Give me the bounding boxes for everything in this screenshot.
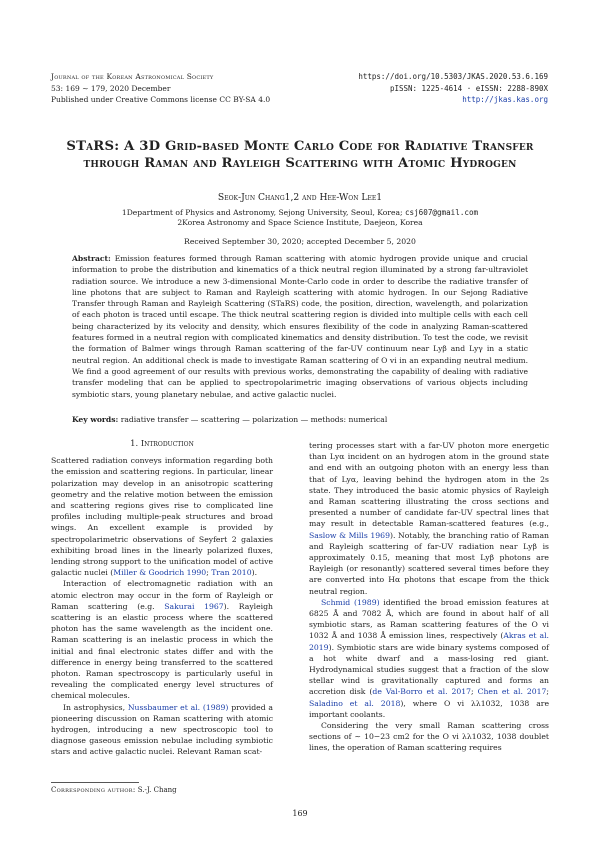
left-column	[51, 438, 273, 758]
issn-line: pISSN: 1225-4614 · eISSN: 2288-890X	[389, 83, 548, 93]
received-dates: Received September 30, 2020; accepted December 5, 2020	[184, 237, 416, 246]
citation-link[interactable]: Sakurai 1967	[164, 601, 224, 611]
journal-url-link[interactable]: http://jkas.kas.org	[462, 95, 548, 104]
author-list: Seok-Jun Chang1,2 and Hee-Won Lee1	[217, 192, 383, 203]
journal-name: Journal of the Korean Astronomical Society	[51, 72, 214, 81]
paragraph: Interaction of electromagnetic radiation with an atomic electron may occur in the form of Rayleigh or Raman scattering (e.g. Sakurai 1967). Rayleigh scattering is an elastic process where the scattered photon has the same wavelength as the incident one. Raman scattering is an inelastic process in which the initial and final electronic states differ and with the difference in energy being transferred to the scattered photon. Raman spectroscopy is particularly useful in revealing the complicated energy level structures of chemical molecules.	[51, 579, 273, 701]
corresponding-author-note	[51, 786, 177, 794]
email-link[interactable]: csj607@gmail.com	[404, 208, 479, 217]
citation-link[interactable]: de Val-Borro et al. 2017	[372, 687, 472, 697]
citation-link[interactable]: Nussbaumer et al. (1989)	[127, 702, 229, 712]
citation-link[interactable]: Akras et al. 2019	[309, 631, 549, 652]
volume-line: 53: 169 ∼ 179, 2020 December	[51, 83, 171, 93]
citation-link[interactable]: Schmid (1989)	[321, 597, 380, 607]
abstract-label: Abstract:	[72, 254, 111, 263]
keywords	[72, 415, 528, 424]
footnote-rule	[51, 782, 139, 783]
doi-header	[358, 71, 548, 106]
license-line: Published under Creative Commons license CC BY-SA 4.0	[51, 95, 271, 104]
section-title: 1. Introduction	[130, 438, 194, 448]
paragraph: Scattered radiation conveys information regarding both the emission and scattering regions. In particular, linear polarization may develop in an anisotropic scattering geometry and the relative motion between the emission and scattering regions gives rise to complicated line profiles including multiple-peak structures and broad wings. An excellent example is provided by spectropolarimetric observations of Seyfert 2 galaxies exhibiting broad lines in the linearly polarized fluxes, lending strong support to the unification model of active galactic nuclei (Miller & Goodrich 1990; Tran 2010).	[51, 456, 273, 578]
affiliation-1: 1Department of Physics and Astronomy, Sejong University, Seoul, Korea;	[121, 208, 403, 217]
affiliations	[40, 208, 560, 228]
citation-link[interactable]: Tran 2010	[211, 568, 252, 578]
keywords-text: radiative transfer — scattering — polarization — methods: numerical	[120, 415, 388, 424]
paragraph: In astrophysics, Nussbaumer et al. (1989) provided a pioneering discussion on Raman scattering with atomic hydrogen, introducing a new spectroscopic tool to diagnose gaseous emission nebulae including symbiotic stars and active galactic nuclei. Relevant Raman scat-	[51, 702, 274, 757]
affiliation-2: 2Korea Astronomy and Space Science Institute, Daejeon, Korea	[177, 218, 423, 227]
abstract-text: Emission features formed through Raman scattering with atomic hydrogen provide unique and crucial information to probe the distribution and kinematics of a thick neutral region illuminated by a strong far-ultraviolet radiation source. We introduce a new 3-dimensional Monte-Carlo code in order to describe the radiative transfer of line photons that are subject to Raman and Rayleigh scattering with atomic hydrogen. In our Sejong Radiative Transfer through Raman and Rayleigh Scattering (STaRS) code, the position, direction, wavelength, and polarization of each photon is traced until escape. The thick neutral scattering region is divided into multiple cells with each cell being characterized by its velocity and density, which ensures flexibility of the code in analyzing Raman-scattered features formed in a neutral region with complicated kinematics and density distribution. To test the code, we revisit the formation of Balmer wings through Raman scattering of the far-UV continuum near Lyβ and Lyγ in a static neutral region. An additional check is made to investigate Raman scattering of O vi in an expanding neutral medium. We find a good agreement of our results with previous works, demonstrating the capability of dealing with radiative transfer modeling that can be applied to spectropolarimetric imaging observations of various objects including symbiotic stars, young planetary nebulae, and active galactic nuclei.	[72, 254, 528, 399]
paragraph: tering processes start with a far-UV photon more energetic than Lyα incident on an hydrogen atom in the ground state and end with an outgoing photon with an energy less than that of Lyα, leaving behind the hydrogen atom in the 2s state. They introduced the basic atomic physics of Rayleigh and Raman scattering illustrating the cross sections and presented a number of candidate far-UV spectral lines that may result in detectable Raman-scattered features (e.g., Saslow & Mills 1969). Notably, the branching ratio of Raman and Rayleigh scattering of far-UV radiation near Lyβ is approximately 0.15, meaning that most Lyβ photons are Rayleigh (or resonantly) scattered several times before they are converted into Hα photons that escape from the thick neutral region.	[309, 441, 549, 596]
citation-link[interactable]: Miller & Goodrich 1990	[113, 568, 207, 578]
paragraph: Schmid (1989) identified the broad emission features at 6825 Å and 7082 Å, which are found in about half of all symbiotic stars, as Raman scattering features of the O vi 1032 Å and 1038 Å emission lines, respectively (Akras et al. 2019). Symbiotic stars are wide binary systems composed of a hot white dwarf and a mass-losing red giant. Hydrodynamical studies suggest that a fraction of the slow stellar wind is gravitationally captured and forms an accretion disk (de Val-Borro et al. 2017; Chen et al. 2017; Saladino et al. 2018), where O vi λλ1032, 1038 are important coolants.	[309, 597, 550, 719]
citation-link[interactable]: Chen et al. 2017	[477, 687, 547, 697]
citation-link[interactable]: Saslow & Mills 1969	[309, 530, 390, 540]
footnote-label: Corresponding author:	[51, 786, 136, 794]
right-column	[309, 440, 549, 754]
citation-link[interactable]: Saladino et al. 2018	[309, 698, 401, 708]
keywords-label: Key words:	[72, 415, 119, 424]
doi-line: https://doi.org/10.5303/JKAS.2020.53.6.169	[358, 72, 548, 81]
abstract	[72, 253, 528, 400]
paragraph: Considering the very small Raman scattering cross sections of ∼ 10−23 cm2 for the O vi λλ1032, 1038 doublet lines, the operation of Raman scattering requires	[309, 721, 549, 753]
paper-title: STaRS: A 3D Grid-based Monte Carlo Code for Radiative Transfer through Raman and Rayleigh Scattering with Atomic Hydrogen	[66, 139, 534, 171]
page-number: 169	[292, 809, 308, 818]
journal-header	[51, 71, 270, 106]
footnote-name: S.-J. Chang	[137, 786, 177, 794]
